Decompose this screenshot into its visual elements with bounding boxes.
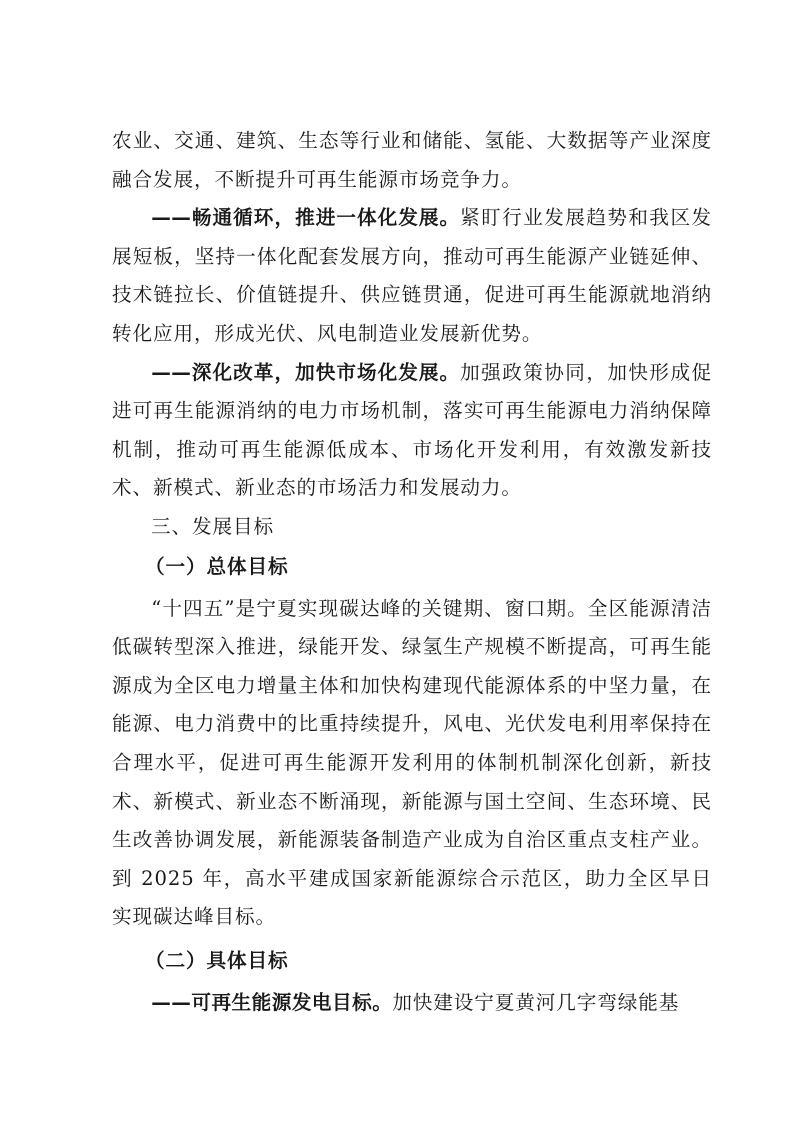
subsection-heading-specific-goals: （二）具体目标 xyxy=(145,948,289,972)
paragraph-text: “十四五”是宁夏实现碳达峰的关键期、窗口期。全区能源清洁低碳转型深入推进，绿能开发、绿氢生产规模不断提高，可再生能源成为全区电力增量主体和加快构建现代能源体系的中坚力量，在能源、电力消费中的比重持续提升，风电、光伏发电利用率保持在合理水平，促进可再生能源开发利用的体制机制深化创新，新技术、新模式、新业态不断涌现，新能源与国土空间、生态环境、民生改善协调发展，新能源装备制造产业成为自治区重点支柱产业。到 2025 年，高水平建成国家新能源综合示范区，助力全区早日实现碳达峰目标。 xyxy=(112,596,712,929)
paragraph-overall-goals xyxy=(112,590,712,937)
paragraph-text: 农业、交通、建筑、生态等行业和储能、氢能、大数据等产业深度融合发展，不断提升可再生能源市场竞争力。 xyxy=(112,129,712,191)
paragraph-continued xyxy=(112,122,712,199)
paragraph-lead: ——深化改革，加快市场化发展。 xyxy=(151,360,461,384)
paragraph-text: 加快建设宁夏黄河几字弯绿能基 xyxy=(392,990,680,1014)
section-heading-development-goals: 三、发展目标 xyxy=(151,514,274,538)
paragraph-market-reform xyxy=(112,354,712,508)
paragraph-lead: ——可再生能源发电目标。 xyxy=(151,990,393,1014)
paragraph-lead: ——畅通循环，推进一体化发展。 xyxy=(151,206,461,230)
paragraph-text: 加强政策协同，加快形成促进可再生能源消纳的电力市场机制，落实可再生能源电力消纳保障机制，推动可再生能源低成本、市场化开发利用，有效激发新技术、新模式、新业态的市场活力和发展动力。 xyxy=(112,360,712,500)
paragraph-text: 紧盯行业发展趋势和我区发展短板，坚持一体化配套发展方向，推动可再生能源产业链延伸、技术链拉长、价值链提升、供应链贯通，促进可再生能源就地消纳转化应用，形成光伏、风电制造业发展新优势。 xyxy=(112,206,712,345)
paragraph-generation-goals xyxy=(112,984,712,1023)
subsection-heading-overall-goals: （一）总体目标 xyxy=(145,554,289,578)
paragraph-integrated-development xyxy=(112,199,712,353)
document-body xyxy=(112,122,712,1022)
